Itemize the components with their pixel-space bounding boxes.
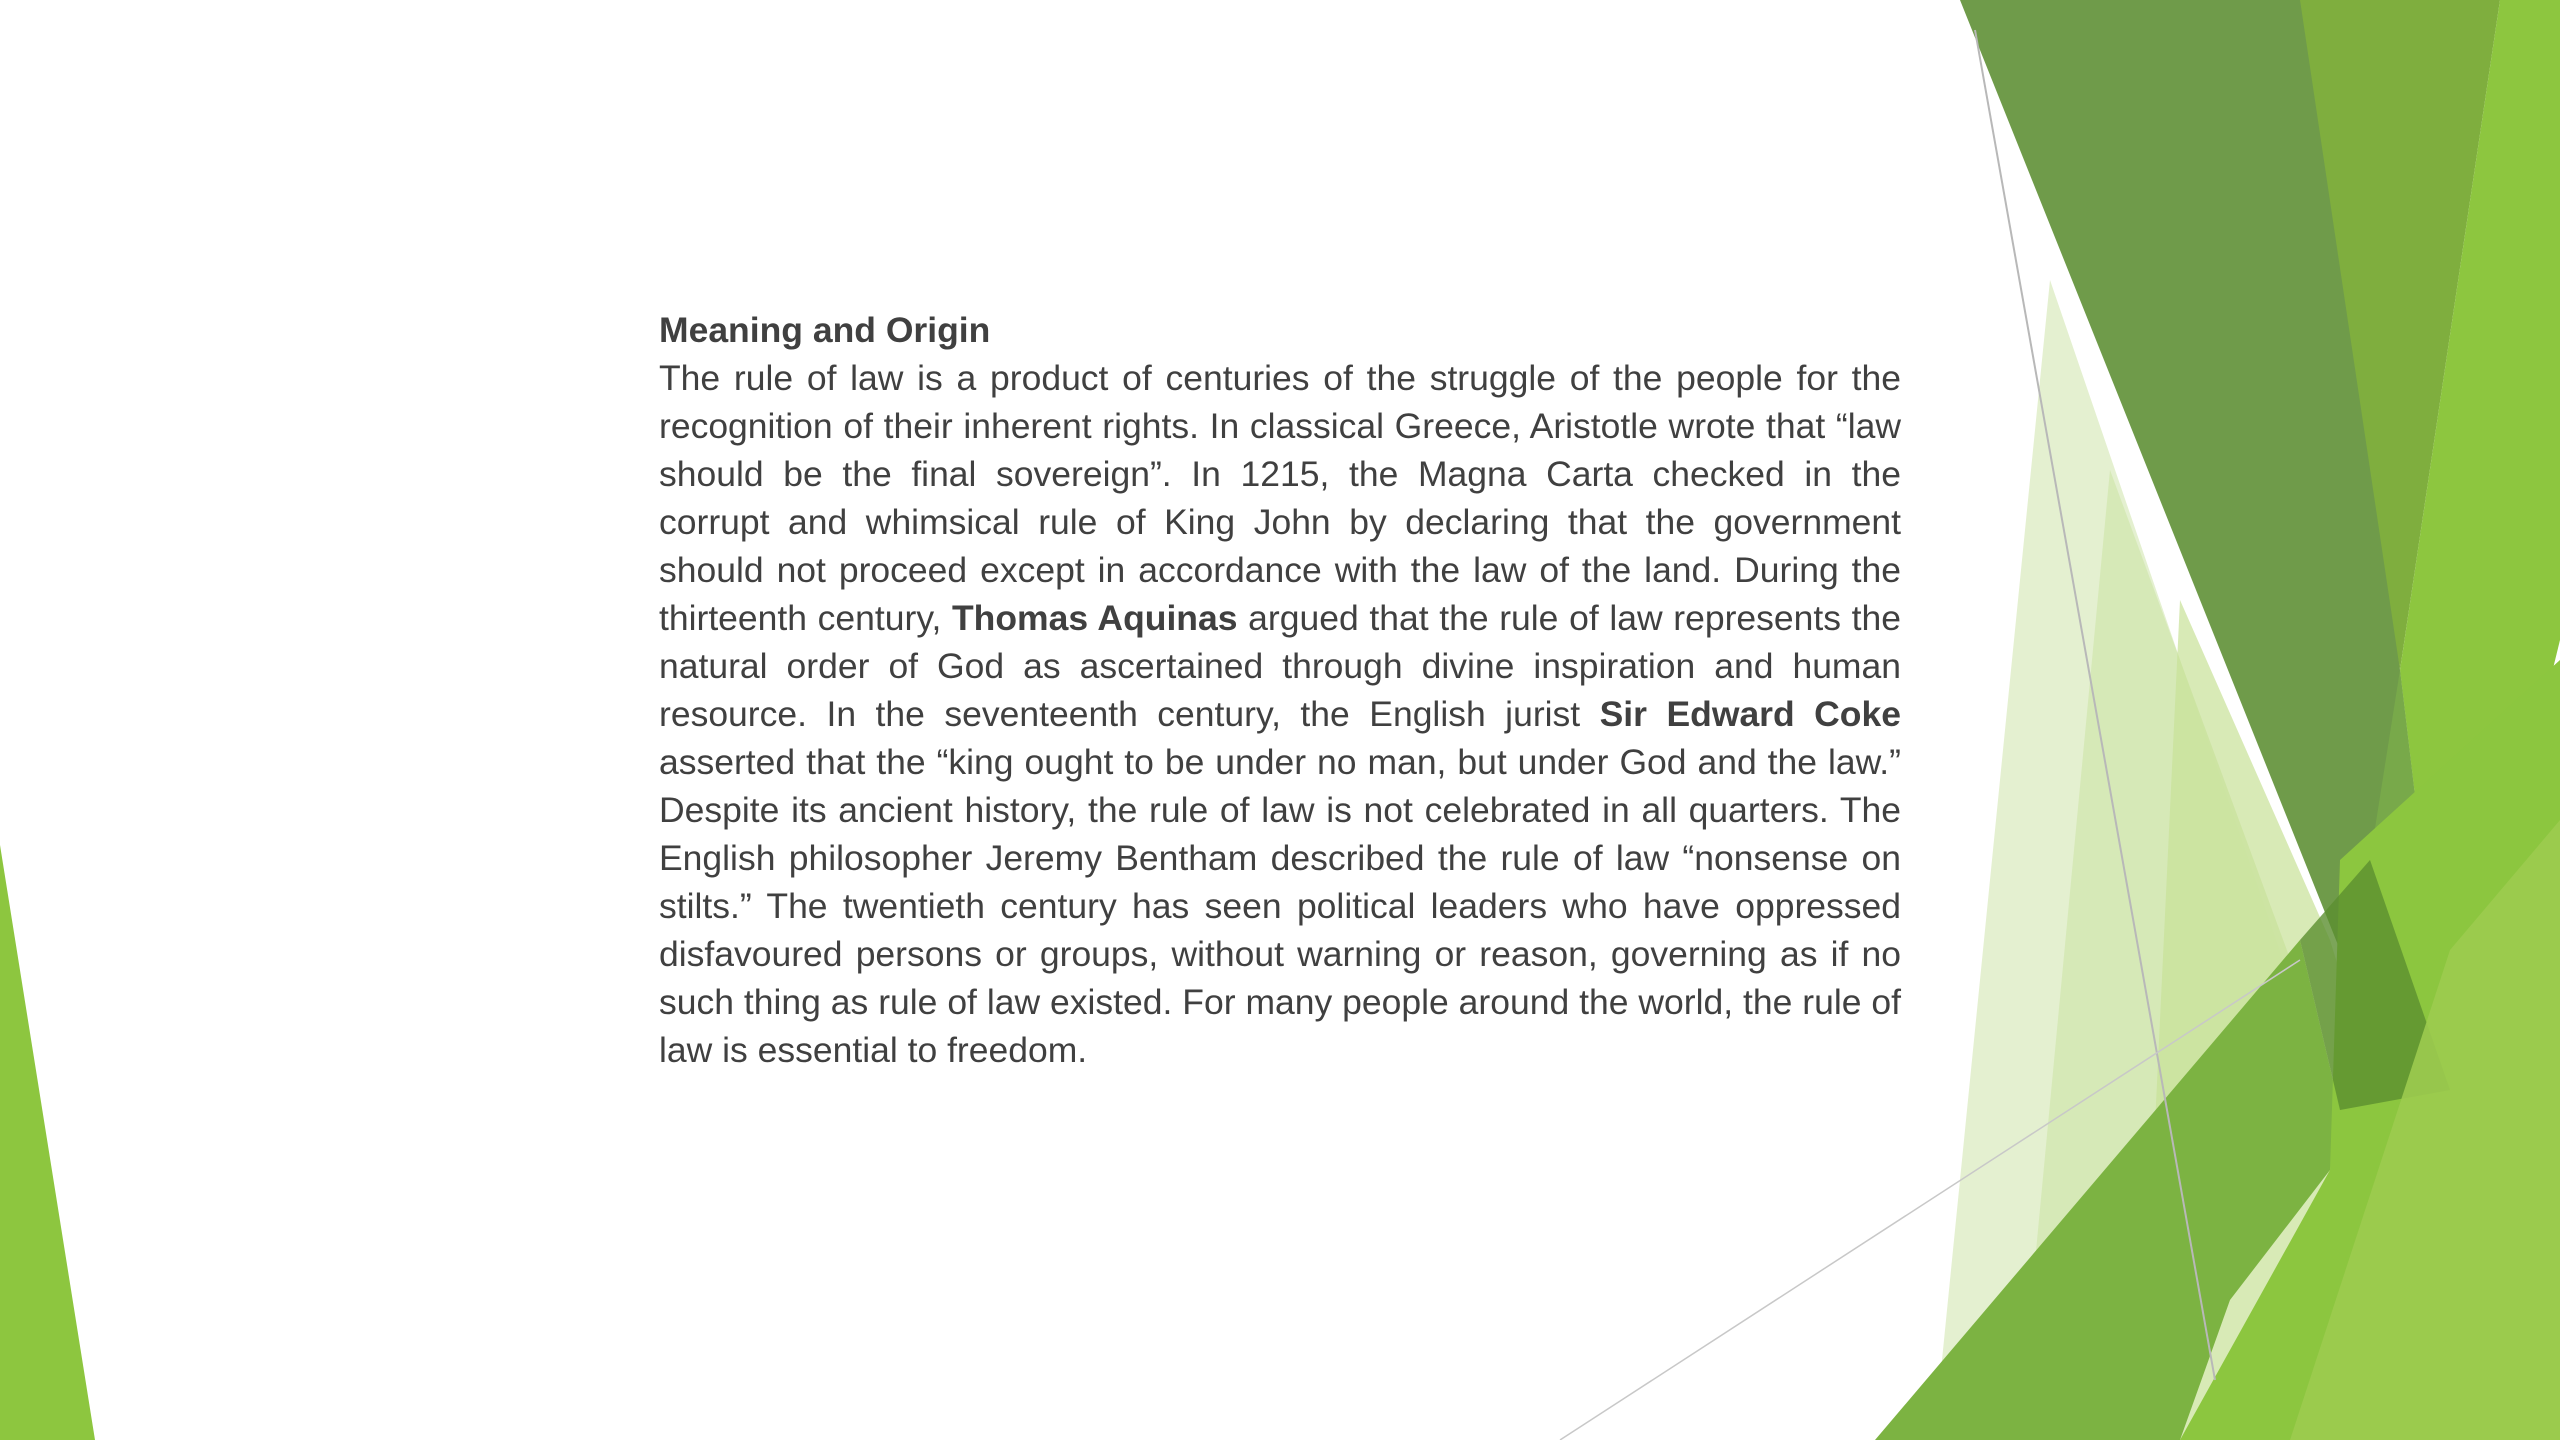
paragraph-part-2: argued that the rule of law represents the natural order of God as ascertained through divine inspiration and human resource. In the seventeenth century, the English jurist — [659, 598, 1901, 734]
section-heading: Meaning and Origin — [659, 310, 991, 350]
left-facet — [0, 845, 95, 1440]
name-sir-edward-coke: Sir Edward Coke — [1599, 694, 1901, 734]
content-textbox — [659, 306, 1901, 1074]
paragraph-part-3: asserted that the “king ought to be under no man, but under God and the law.” Despite its ancient history, the rule of law is not celebrated in all quarters. The English philosopher Jeremy Bentham described the rule of law “nonsense on stilts.” The twentieth century has seen political leaders who have oppressed disfavoured persons or groups, without warning or reason, governing as if no such thing as rule of law existed. For many people around the world, the rule of law is essential to freedom. — [659, 742, 1901, 1070]
paragraph-part-1: The rule of law is a product of centuries of the struggle of the people for the recognition of their inherent rights. In classical Greece, Aristotle wrote that “law should be the final sovereign”. In 1215, the Magna Carta checked in the corrupt and whimsical rule of King John by declaring that the government should not proceed except in accordance with the law of the land. During the thirteenth century, — [659, 358, 1901, 638]
name-thomas-aquinas: Thomas Aquinas — [951, 598, 1238, 638]
body-paragraph — [659, 354, 1901, 1074]
